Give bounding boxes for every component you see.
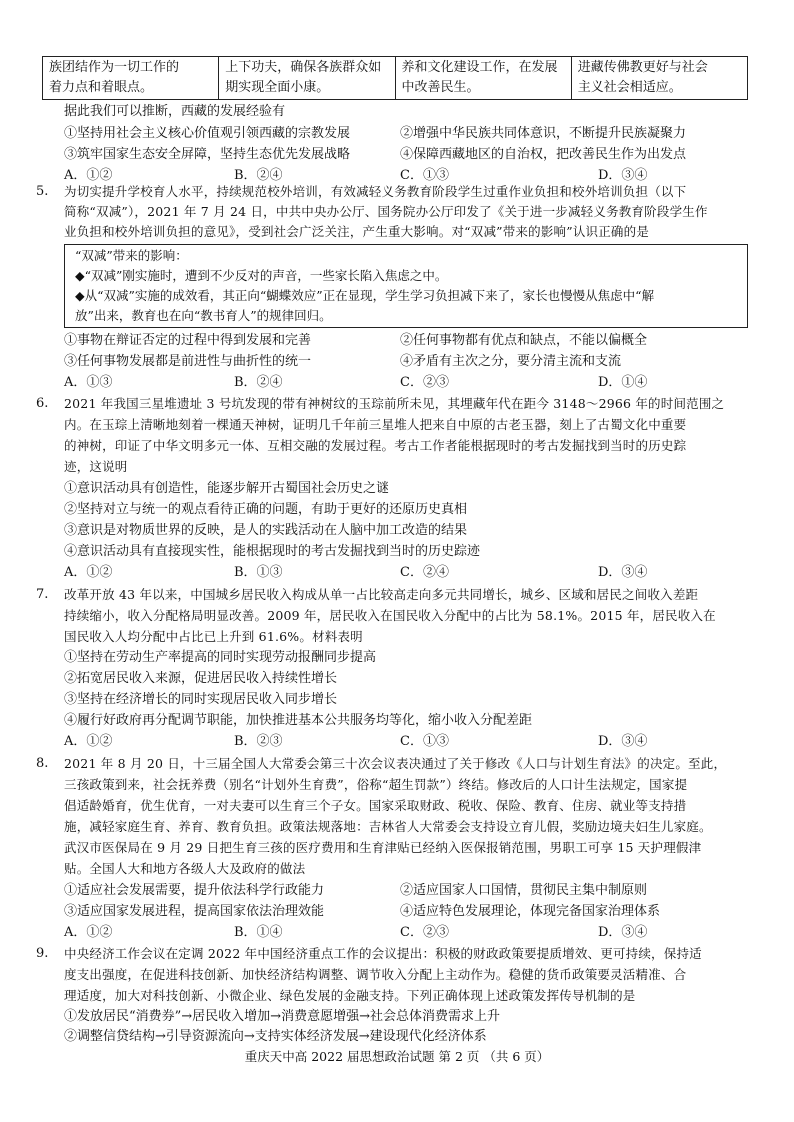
q7-choice-a: A．①② xyxy=(64,734,113,749)
q7-stem-line: 持续缩小，收入分配格局明显改善。2009 年，居民收入在国民收入分配中的占比为 58.1%。2015 年，居民收入在 xyxy=(64,608,716,623)
q8-item-4: ④适应特色发展理论，体现完备国家治理体系 xyxy=(400,904,661,919)
q4-stem: 据此我们可以推断，西藏的发展经验有 xyxy=(64,104,286,119)
q7-choice-c: C．①③ xyxy=(400,734,449,749)
q4-item-4: ④保障西藏地区的自治权，把改善民生作为出发点 xyxy=(400,147,687,162)
q6-number: 6. xyxy=(36,396,49,411)
q6-stem-line: 内。在玉琮上清晰地刻着一棵通天神树，证明几千年前三星堆人把来自中原的古老玉器，刻上了古蜀文化中重要 xyxy=(64,417,687,432)
q6-choice-b: B．①③ xyxy=(234,565,283,580)
q5-material-box xyxy=(64,244,748,328)
q6-item-2: ②坚持对立与统一的观点看待正确的问题，有助于更好的还原历史真相 xyxy=(64,502,468,517)
q9-item-2: ②调整信贷结构→引导资源流向→支持实体经济发展→建设现代化经济体系 xyxy=(64,1029,487,1044)
q6-item-3: ③意识是对物质世界的反映，是人的实践活动在人脑中加工改造的结果 xyxy=(64,523,468,538)
q6-choice-d: D．③④ xyxy=(598,565,648,580)
q9-stem-line: 中央经济工作会议在定调 2022 年中国经济重点工作的会议提出：积极的财政政策要提质增效、更可持续，保持适 xyxy=(64,946,702,961)
q8-stem-line: 三孩政策到来，社会抚养费（别名“计划外生育费”，俗称“超生罚款”）终结。修改后的人口计生法规定，国家提 xyxy=(64,777,688,792)
q4-item-1: ①坚持用社会主义核心价值观引领西藏的宗教发展 xyxy=(64,126,351,141)
q9-number: 9. xyxy=(36,946,49,961)
q5-item-2: ②任何事物都有优点和缺点，不能以偏概全 xyxy=(400,333,648,348)
q5-choice-d: D．①④ xyxy=(598,375,648,390)
q5-item-3: ③任何事物发展都是前进性与曲折性的统一 xyxy=(64,354,312,369)
q9-stem-line: 度支出强度，在促进科技创新、加快经济结构调整、调节收入分配上主动作为。稳健的货币政策要灵活精准、合 xyxy=(64,967,687,982)
q7-item-2: ②拓宽居民收入来源，促进居民收入持续性增长 xyxy=(64,671,338,686)
q7-choice-d: D．③④ xyxy=(598,734,648,749)
q6-stem-line: 迹，这说明 xyxy=(64,459,128,474)
q7-item-1: ①坚持在劳动生产率提高的同时实现劳动报酬同步提高 xyxy=(64,650,377,665)
q8-stem-line: 倡适龄婚育，优生优育，一对夫妻可以生育三个子女。国家采取财政、税收、保险、教育、住房、就业等支持措 xyxy=(64,798,687,813)
table-cell: 养和文化建设工作，在发展 中改善民生。 xyxy=(395,57,571,100)
box-line: ◆从“双减”实施的成效看，其正向“蝴蝶效应”正在显现，学生学习负担减下来了，家长也慢慢从焦虑中“解 xyxy=(75,288,655,303)
box-line: ◆“双减”刚实施时，遭到不少反对的声音，一些家长陷入焦虑之中。 xyxy=(75,268,448,283)
q8-choice-a: A．①② xyxy=(64,925,113,940)
q4-item-3: ③筑牢国家生态安全屏障，坚持生态优先发展战略 xyxy=(64,147,351,162)
q6-stem-line: 的神树，印证了中华文明多元一体、互相交融的发展过程。考古工作者能根据现时的考古发掘找到当时的历史踪 xyxy=(64,438,687,453)
q5-number: 5. xyxy=(36,184,49,199)
q8-item-3: ③适应国家发展进程，提高国家依法治理效能 xyxy=(64,904,325,919)
q8-stem-line: 武汉市医保局在 9 月 29 日把生育三孩的医疗费用和生育津贴已经纳入医保报销范围，男职工可享 15 天护理假津 xyxy=(64,840,702,855)
q7-item-4: ④履行好政府再分配调节职能，加快推进基本公共服务均等化，缩小收入分配差距 xyxy=(64,713,533,728)
q7-number: 7. xyxy=(36,587,49,602)
box-title: “双减”带来的影响： xyxy=(75,248,188,263)
table-cell: 上下功夫，确保各族群众如 期实现全面小康。 xyxy=(219,57,395,100)
q5-choice-b: B．②④ xyxy=(234,375,283,390)
q4-choice-b: B．②④ xyxy=(234,168,283,183)
q8-item-1: ①适应社会发展需要，提升依法科学行政能力 xyxy=(64,883,325,898)
table-row xyxy=(43,57,748,100)
q5-item-4: ④矛盾有主次之分，要分清主流和支流 xyxy=(400,354,622,369)
q4-choice-a: A．①② xyxy=(64,168,113,183)
q5-choice-a: A．①③ xyxy=(64,375,113,390)
q7-item-3: ③坚持在经济增长的同时实现居民收入同步增长 xyxy=(64,692,338,707)
q8-number: 8. xyxy=(36,756,49,771)
q4-choice-d: D．③④ xyxy=(598,168,648,183)
q7-stem-line: 国民收入人均分配中占比已上升到 61.6%。材料表明 xyxy=(64,629,363,644)
q8-stem-line: 施，减轻家庭生育、养育、教育负担。政策法规落地：吉林省人大常委会支持设立育儿假，奖励边境夫妇生儿家庭。 xyxy=(64,819,712,834)
q8-choice-b: B．①④ xyxy=(234,925,283,940)
q8-choice-d: D．③④ xyxy=(598,925,648,940)
q7-choice-b: B．②③ xyxy=(234,734,283,749)
q9-stem-line: 理适度，加大对科技创新、小微企业、绿色发展的金融支持。下列正确体现上述政策发挥传导机制的是 xyxy=(64,988,636,1003)
q5-stem-line: 业负担和校外培训负担的意见》，受到社会广泛关注，产生重大影响。对“双减”带来的影响”认识正确的是 xyxy=(64,224,650,239)
q8-stem-line: 2021 年 8 月 20 日，十三届全国人大常委会第三十次会议表决通过了关于修改《人口与计划生育法》的决定。至此， xyxy=(64,756,727,771)
q6-item-1: ①意识活动具有创造性，能逐步解开古蜀国社会历史之谜 xyxy=(64,481,390,496)
q8-stem-line: 贴。全国人大和地方各级人大及政府的做法 xyxy=(64,861,306,876)
q5-choice-c: C．②③ xyxy=(400,375,449,390)
q6-stem-line: 2021 年我国三星堆遗址 3 号坑发现的带有神树纹的玉琮前所未见，其埋藏年代在距今 3148～2966 年的时间范围之 xyxy=(64,396,725,411)
q9-item-1: ①发放居民“消费券”→居民收入增加→消费意愿增强→社会总体消费需求上升 xyxy=(64,1009,500,1024)
q8-item-2: ②适应国家人口国情，贯彻民主集中制原则 xyxy=(400,883,648,898)
continued-table xyxy=(42,56,748,100)
q5-item-1: ①事物在辩证否定的过程中得到发展和完善 xyxy=(64,333,312,348)
q6-item-4: ④意识活动具有直接现实性，能根据现时的考古发掘找到当时的历史踪迹 xyxy=(64,544,481,559)
q7-stem-line: 改革开放 43 年以来，中国城乡居民收入构成从单一占比较高走向多元共同增长，城乡、区域和居民之间收入差距 xyxy=(64,587,699,602)
q4-item-2: ②增强中华民族共同体意识，不断提升民族凝聚力 xyxy=(400,126,687,141)
q5-stem-line: 为切实提升学校育人水平，持续规范校外培训，有效减轻义务教育阶段学生过重作业负担和校外培训负担（以下 xyxy=(64,184,687,199)
q6-choice-a: A．①② xyxy=(64,565,113,580)
box-line: 放”出来，教育也在向“教书育人”的规律回归。 xyxy=(75,308,332,323)
q6-choice-c: C．②④ xyxy=(400,565,449,580)
q5-stem-line: 简称“双减”），2021 年 7 月 24 日，中共中央办公厅、国务院办公厅印发了《关于进一步减轻义务教育阶段学生作 xyxy=(64,204,708,219)
table-cell: 进藏传佛教更好与社会 主义社会相适应。 xyxy=(571,57,747,100)
page-footer: 重庆天中高 2022 届思想政治试题 第 2 页 （共 6 页） xyxy=(244,1049,550,1064)
q4-choice-c: C．①③ xyxy=(400,168,449,183)
table-cell: 族团结作为一切工作的 着力点和着眼点。 xyxy=(43,57,219,100)
q8-choice-c: C．②③ xyxy=(400,925,449,940)
